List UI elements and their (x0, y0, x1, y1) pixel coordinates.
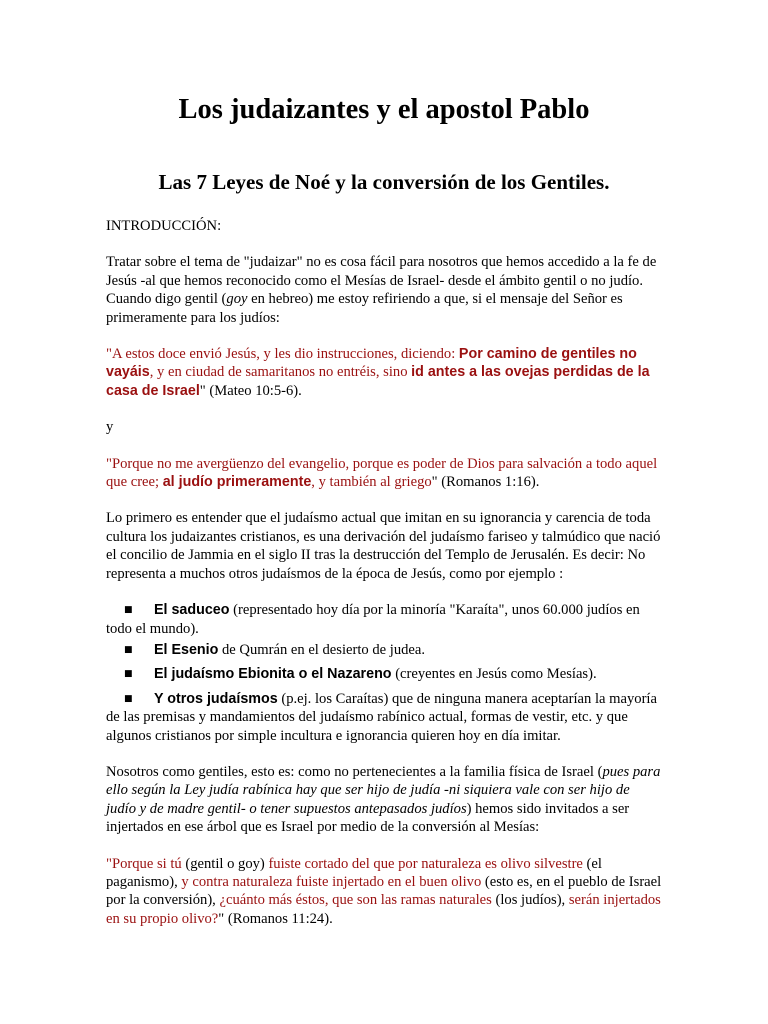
quote-romanos-11: "Porque si tú (gentil o goy) fuiste cortado del que por naturaleza es olivo silvestre (el paganismo), y contra naturaleza fuiste injertado en el buen olivo (esto es, en el pueblo de Israel por la conversión), ¿cuánto más éstos, que son las ramas naturales (los judíos), serán injertados en su propio olivo?" (Romanos 11:24). (106, 855, 662, 927)
list-item: ■ Y otros judaísmos (p.ej. los Caraítas) que de ninguna manera aceptarían la mayoría de las premisas y mandamientos del judaísmo rabínico actual, formas de vestir, etc. y que algunos cristianos por simple incultura e ignorancia quieren hoy en día imitar. (106, 690, 657, 744)
bullet-square-icon: ■ (124, 669, 133, 680)
list-item: ■ El judaísmo Ebionita o el Nazareno (creyentes en Jesús como Mesías). (106, 665, 662, 683)
paragraph-3: Nosotros como gentiles, esto es: como no pertenecientes a la familia física de Israel (pues para ello según la Ley judía rabínica hay que ser hijo de judía -ni siquiera vale con ser hijo de judío y de madre gentil- o tener supuestos antepasados judíos) hemos sido invitados a ser injertados en ese árbol que es Israel por medio de la conversión al Mesías: (106, 763, 661, 836)
judaisms-list (106, 601, 662, 745)
list-item: ■ El saduceo (representado hoy día por la minoría "Karaíta", unos 60.000 judíos en todo el mundo). (106, 602, 640, 637)
conjunction-y: y (106, 419, 114, 436)
paragraph-2: Lo primero es entender que el judaísmo actual que imitan en su ignorancia y carencia de toda cultura los judaizantes cristianos, es una derivación del judaísmo fariseo y talmúdico que nació el concilio de Jammia en el siglo II tras la destrucción del Templo de Jerusalén. Es decir: No representa a muchos otros judaísmos de la época de Jesús, como por ejemplo : (106, 510, 661, 582)
page-subtitle: Las 7 Leyes de Noé y la conversión de los Gentiles. (158, 170, 610, 194)
paragraph-1: Tratar sobre el tema de "judaizar" no es cosa fácil para nosotros que hemos accedido a la fe de Jesús -al que hemos reconocido como el Mesías de Israel- desde el ámbito gentil o no judío. Cuando digo gentil (goy en hebreo) me estoy refiriendo a que, si el mensaje del Señor es primeramente para los judíos: (106, 254, 657, 326)
page-title: Los judaizantes y el apostol Pablo (178, 94, 590, 125)
list-item: ■ El Esenio de Qumrán en el desierto de judea. (106, 641, 662, 659)
intro-heading: INTRODUCCIÓN: (106, 218, 222, 234)
quote-mateo: "A estos doce envió Jesús, y les dio instrucciones, diciendo: Por camino de gentiles no vayáis, y en ciudad de samaritanos no entréis, sino id antes a las ovejas perdidas de la casa de Israel" (Mateo 10:5-6). (106, 346, 650, 399)
bullet-square-icon: ■ (124, 693, 133, 704)
bullet-square-icon: ■ (124, 644, 133, 655)
quote-romanos-1: "Porque no me avergüenzo del evangelio, porque es poder de Dios para salvación a todo aquel que cree; al judío primeramente, y también al griego" (Romanos 1:16). (106, 455, 658, 491)
bullet-square-icon: ■ (124, 605, 133, 616)
